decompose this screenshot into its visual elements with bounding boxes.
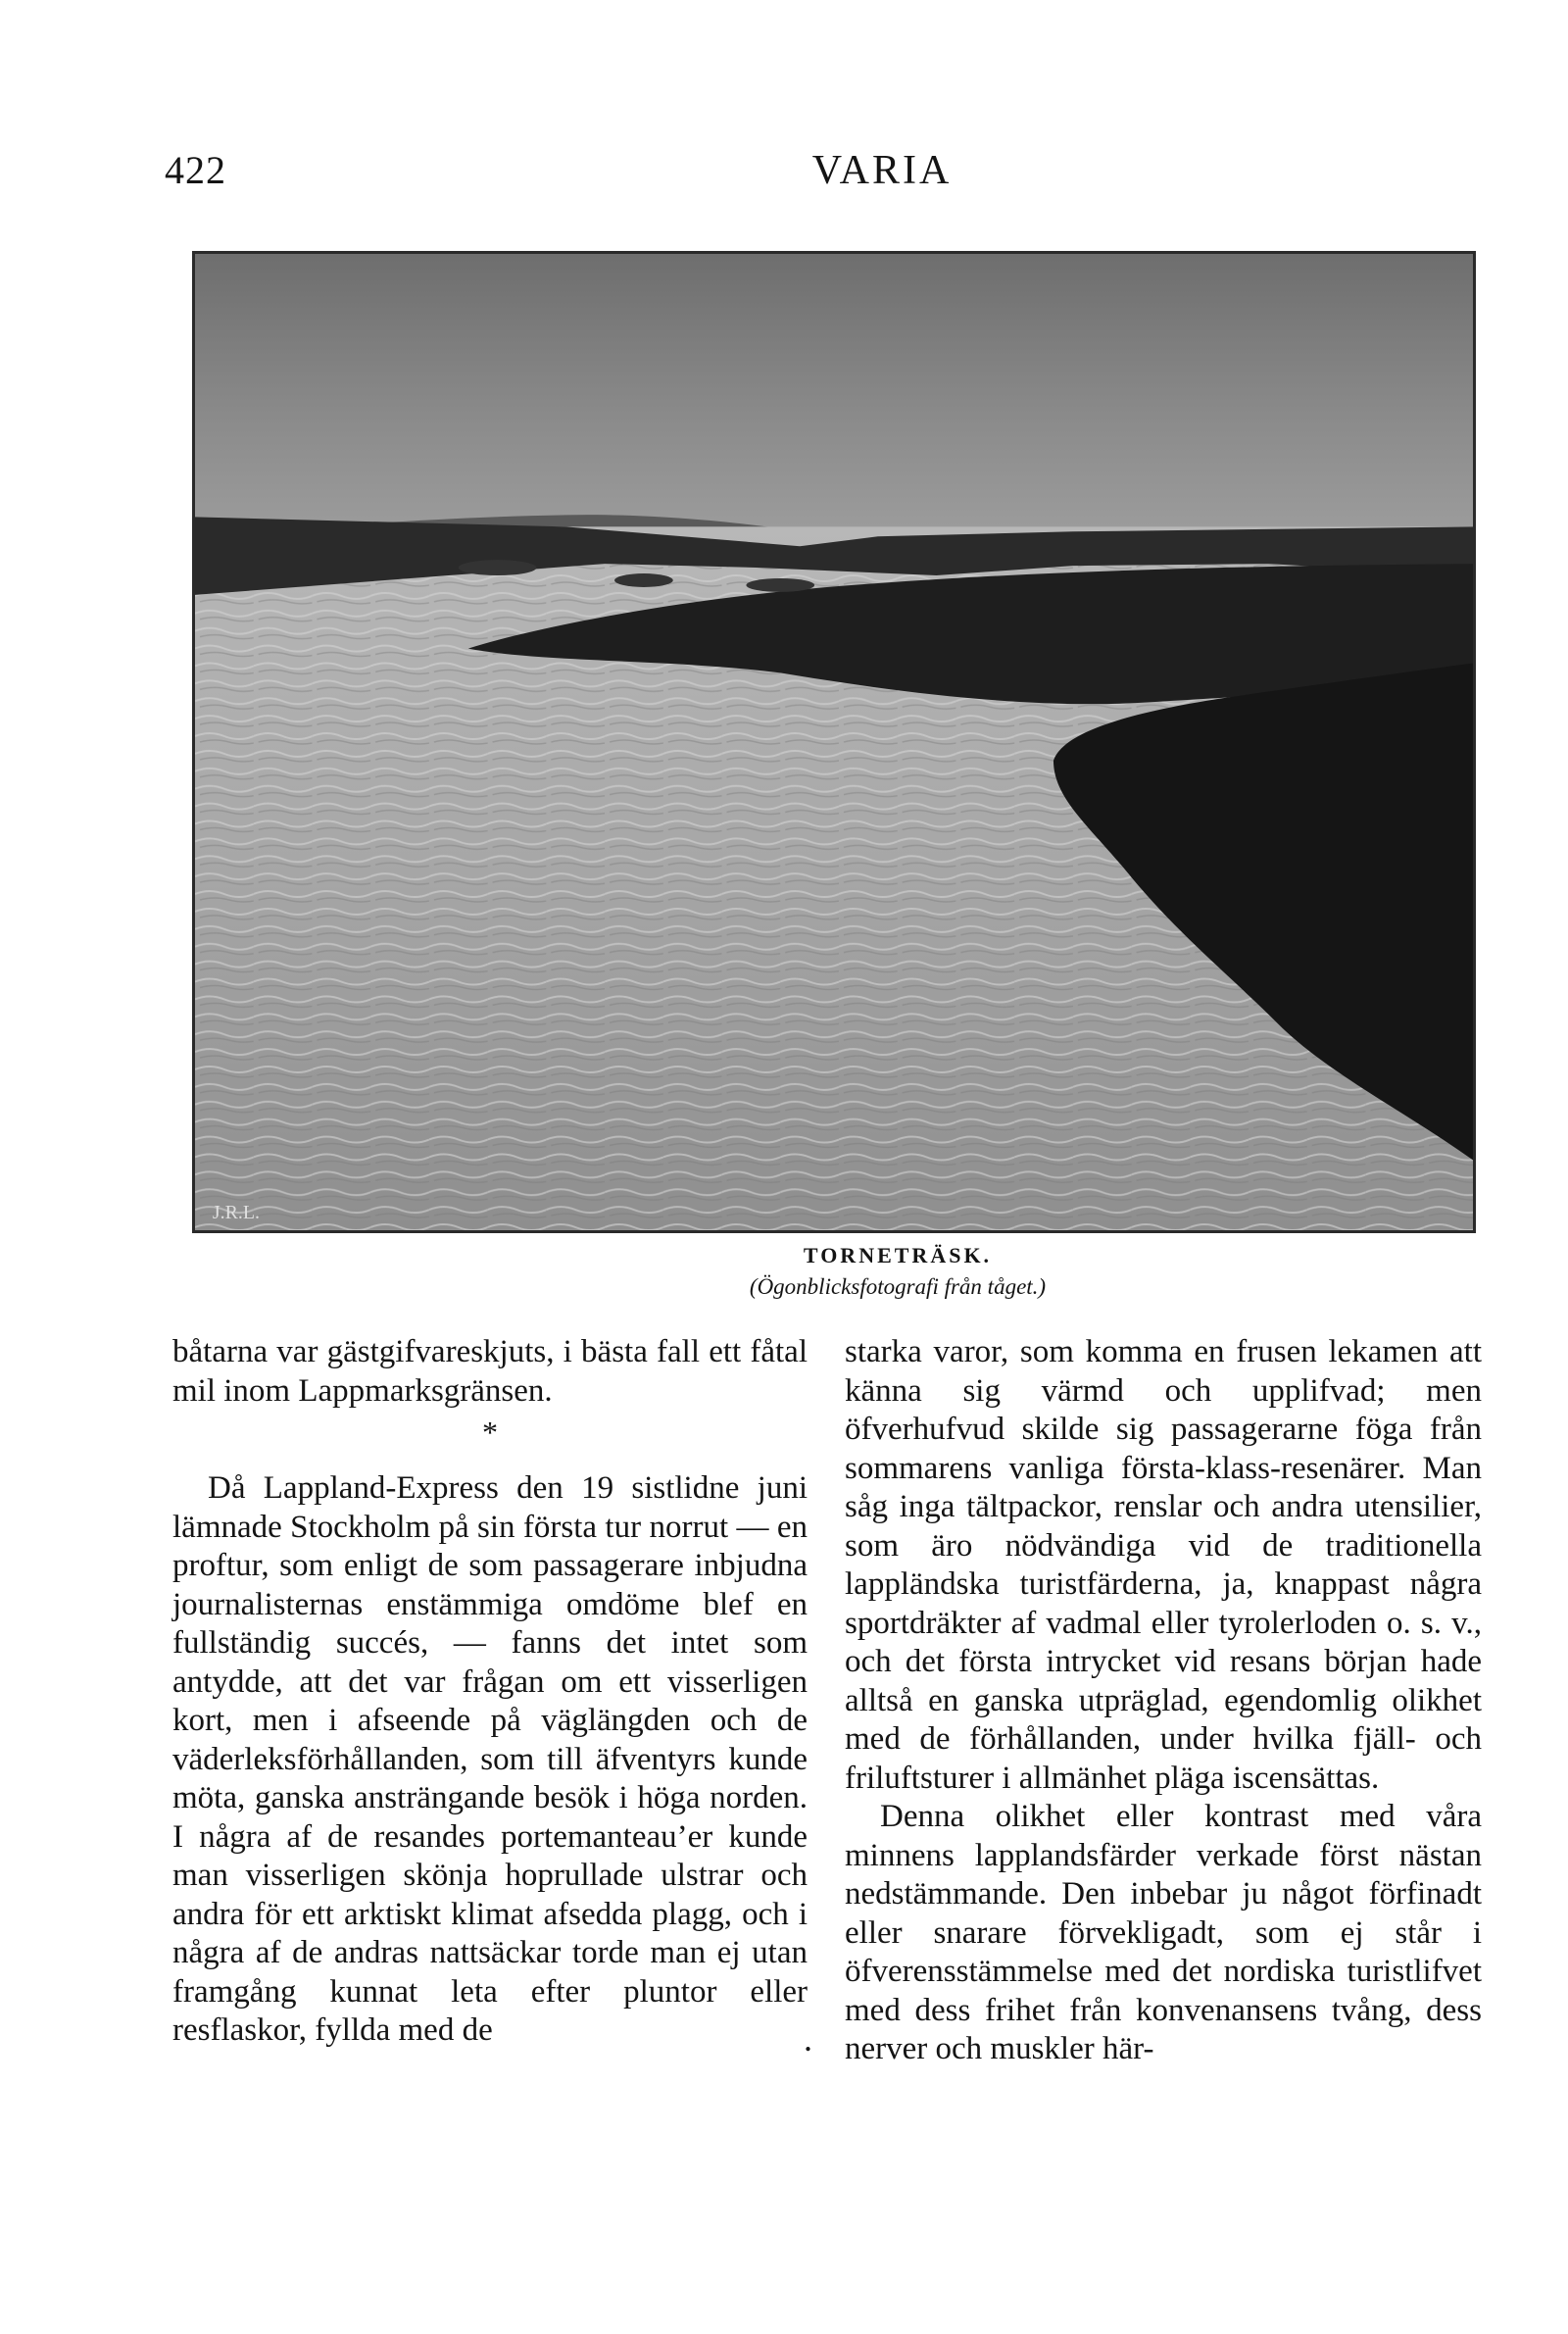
paragraph: Då Lappland-Express den 19 sistlidne juni lämnade Stockholm på sin första tur norrut — en proftur, som enligt de som passagerare inbjudna journalisternas enstämmiga omdöme blef en fullständig succés, — fanns det intet som antydde, att det var frågan om ett visserligen kort, men i afseende på väglängden och de väderleksförhållanden, som till äfventyrs kunde möta, ganska ansträngande besök i höga norden. I några af de resandes portemanteau’er kunde man visserligen skönja hoprullade ulstrar och andra för ett arktiskt klimat afsedda plagg, och i några af de andras nattsäckar torde man ej utan framgång kunnat leta efter pluntor eller resflaskor, fyllda med de xyxy=(172,1470,808,2048)
running-title: VARIA xyxy=(811,148,953,193)
paragraph: båtarna var gästgifvareskjuts, i bästa fall ett fåtal mil inom Lappmarksgränsen. xyxy=(172,1334,808,1409)
margin-mark: . xyxy=(804,2019,812,2059)
lake-photograph xyxy=(192,251,1476,1233)
figure-caption-title: TORNETRÄSK. xyxy=(803,1243,993,1267)
paragraph: Denna olikhet eller kontrast med våra minnens lapplandsfärder verkade först nästan nedstämmande. Den inbebar ju något förfinadt eller snarare förvekligadt, som ej står i öfverensstämmelse med det nordiska turistlifvet med dess frihet från konvenansens tvång, dess nerver och muskler här- xyxy=(845,1799,1482,2066)
figure-caption-credit: (Ögonblicksfotografi från tåget.) xyxy=(749,1274,1047,1299)
text-column-right xyxy=(845,1333,1482,2069)
islet xyxy=(746,578,814,592)
sky xyxy=(195,254,1473,546)
photo-illustration xyxy=(195,254,1473,1230)
page-number: 422 xyxy=(165,148,226,192)
photographer-signature: J.R.L. xyxy=(212,1202,260,1224)
paragraph: starka varor, som komma en frusen lekamen att känna sig värmd och upplifvad; men öfverhufvud skilde sig passagerarne föga från sommarens vanliga första-klass-resenärer. Man såg inga tältpackor, renslar och andra utensilier, som äro nödvändiga vid de traditionella lappländska turistfärderna, ja, knappast några sportdräkter af vadmal eller tyrolerloden o. s. v., och det första intrycket vid resans början hade alltså en ganska utpräglad, egendomlig olikhet med de förhållanden, under hvilka fjäll- och friluftsturer i allmänhet pläga iscensättas. xyxy=(845,1334,1482,1796)
islet xyxy=(614,573,673,587)
text-column-left xyxy=(172,1333,808,2051)
islet xyxy=(459,560,537,575)
section-separator: * xyxy=(482,1415,498,1450)
